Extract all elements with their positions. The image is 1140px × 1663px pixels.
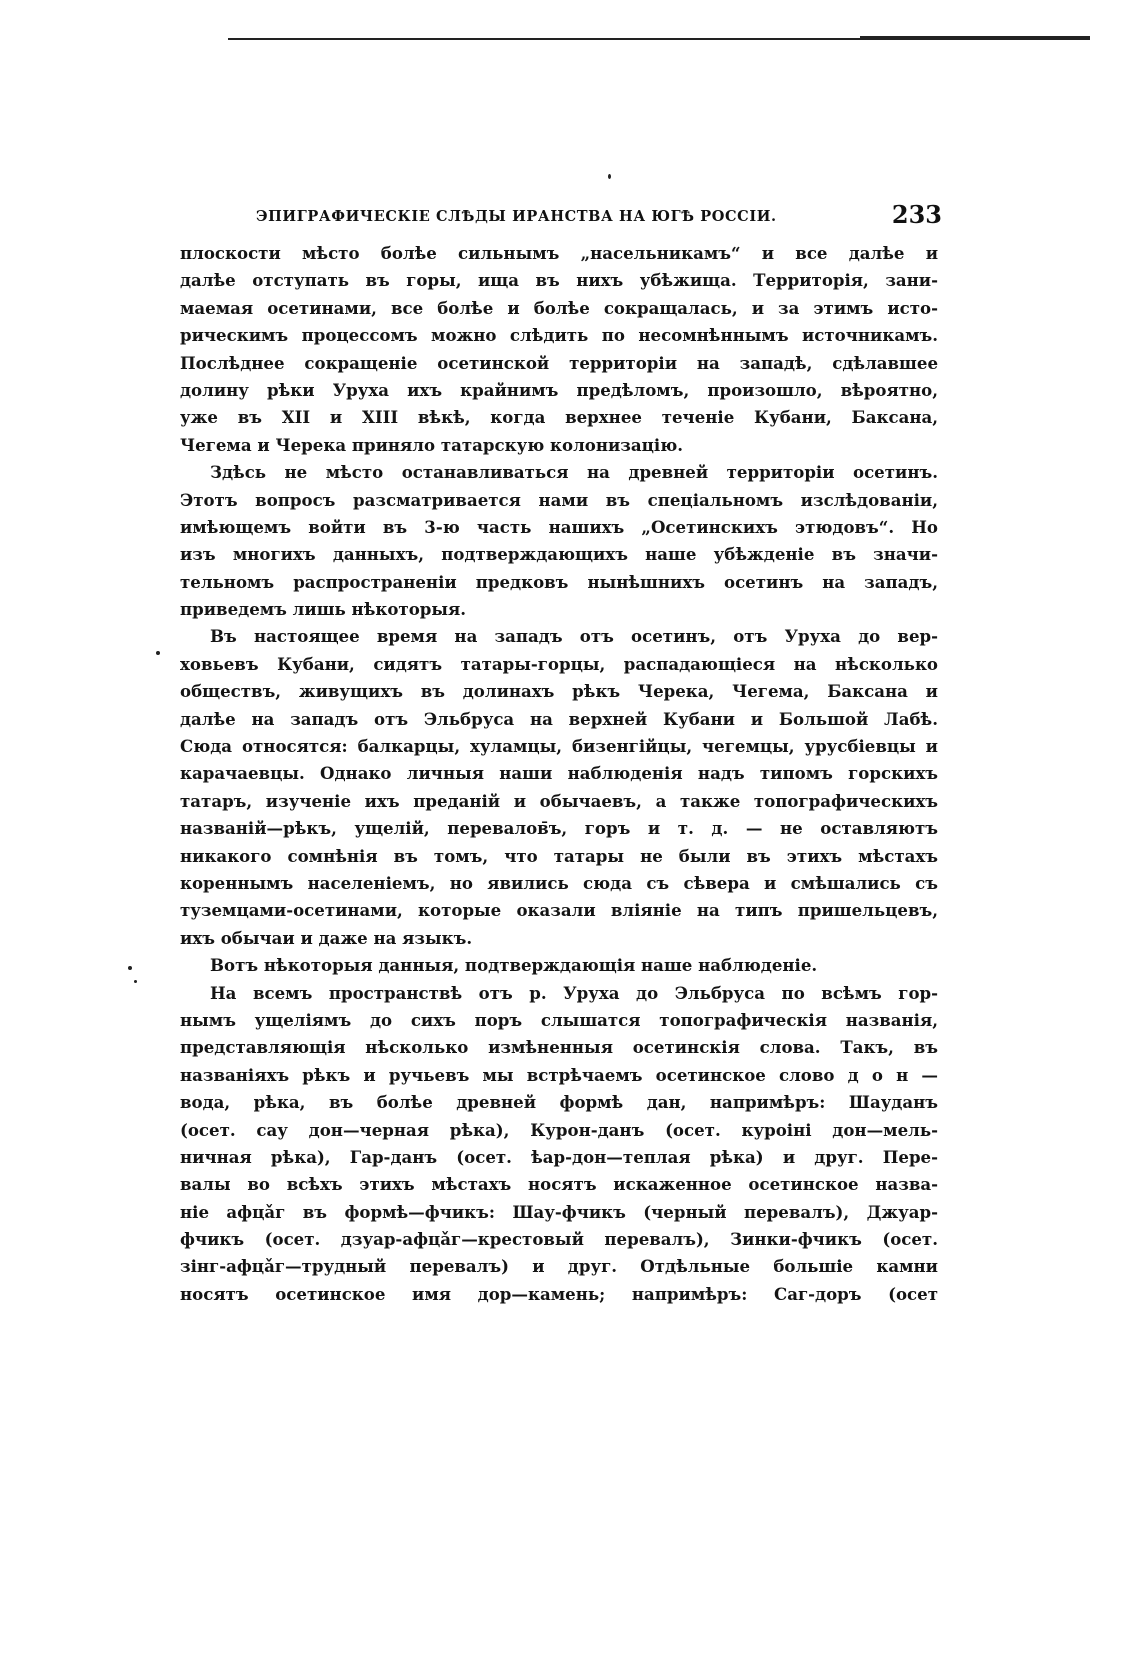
text-line: плоскости мѣсто болѣе сильнымъ „насельникамъ“ и все далѣе и	[180, 243, 938, 263]
paragraph-2	[180, 459, 938, 623]
ink-speck	[608, 174, 611, 179]
text-line: карачаевцы. Однако личныя наши наблюденія надъ типомъ горскихъ	[180, 763, 938, 784]
text-line: представляющія нѣсколько измѣненныя осетинскія слова. Такъ, въ	[180, 1037, 938, 1058]
text-line: Здѣсь не мѣсто останавливаться на древней территоріи осетинъ.	[210, 462, 938, 483]
text-line: татаръ, изученіе ихъ преданій и обычаевъ, а также топографическихъ	[180, 790, 938, 811]
text-line: никакого сомнѣнія въ томъ, что татары не были въ этихъ мѣстахъ	[180, 845, 938, 866]
text-line: далѣе отступать въ горы, ища въ нихъ убѣжища. Территорія, зани-	[180, 270, 938, 291]
top-rule-thick	[860, 36, 1090, 40]
text-line: нымъ ущеліямъ до сихъ поръ слышатся топографическія названія,	[180, 1009, 938, 1030]
text-line: далѣе на западъ отъ Эльбруса на верхней Кубани и Большой Лабѣ.	[180, 708, 938, 729]
page-header	[256, 200, 942, 230]
text-line: Въ настоящее время на западъ отъ осетинъ, отъ Уруха до вер-	[210, 626, 938, 647]
text-line: названій—рѣкъ, ущелій, перевалов̄ъ, горъ и т. д. — не оставляютъ	[180, 818, 938, 839]
ink-speck	[156, 651, 160, 655]
text-line: носятъ осетинское имя дор—камень; напримѣръ: Саг-доръ (осет	[180, 1283, 938, 1304]
text-line: уже въ XII и XIII вѣкѣ, когда верхнее теченіе Кубани, Баксана,	[180, 407, 938, 428]
paragraph-5	[180, 980, 938, 1309]
ink-speck	[134, 980, 137, 983]
text-line: имѣющемъ войти въ 3-ю часть нашихъ „Осетинскихъ этюдовъ“. Но	[180, 516, 938, 537]
text-line: ихъ обычаи и даже на языкъ.	[180, 927, 473, 948]
text-line: ничная рѣка), Гар-данъ (осет. ѣар-дон—теплая рѣка) и друг. Пере-	[180, 1146, 938, 1167]
text-line: тельномъ распространеніи предковъ нынѣшнихъ осетинъ на западъ,	[180, 571, 938, 592]
text-line: (осет. сау дон—черная рѣка), Курон-данъ (осет. куроіні дон—мель-	[180, 1119, 938, 1140]
text-line: кореннымъ населеніемъ, но явились сюда съ сѣвера и смѣшались съ	[180, 872, 938, 893]
text-line: На всемъ пространствѣ отъ р. Уруха до Эльбруса по всѣмъ гор-	[210, 982, 938, 1003]
text-line: Сюда относятся: балкарцы, хуламцы, бизенгійцы, чегемцы, урусбіевцы и	[180, 736, 938, 757]
text-line: названіяхъ рѣкъ и ручьевъ мы встрѣчаемъ осетинское слово д о н —	[180, 1064, 938, 1085]
paragraph-3	[180, 623, 938, 952]
text-line: туземцами-осетинами, которые оказали вліяніе на типъ пришельцевъ,	[180, 900, 938, 921]
text-line: валы во всѣхъ этихъ мѣстахъ носятъ искаженное осетинское назва-	[180, 1174, 938, 1195]
text-line: приведемъ лишь нѣкоторыя.	[180, 599, 467, 620]
running-title: ЭПИГРАФИЧЕСКІЕ СЛѢДЫ ИРАНСТВА НА ЮГѢ РОССІИ.	[256, 208, 777, 225]
text-line: обществъ, живущихъ въ долинахъ рѣкъ Черека, Чегема, Баксана и	[180, 681, 938, 702]
text-line: фчикъ (осет. дзуар-афцǎг—крестовый перевалъ), Зинки-фчикъ (осет.	[180, 1229, 938, 1250]
text-line: Этотъ вопросъ разсматривается нами въ спеціальномъ изслѣдованіи,	[180, 489, 938, 510]
text-line: долину рѣки Уруха ихъ крайнимъ предѣломъ, произошло, вѣроятно,	[180, 379, 938, 400]
text-line: Вотъ нѣкоторыя данныя, подтверждающія наше наблюденіе.	[210, 955, 818, 976]
text-line: зінг-афцǎг—трудный перевалъ) и друг. Отдѣльные большіе камни	[180, 1256, 938, 1277]
body-text	[180, 240, 938, 1308]
paragraph-4	[180, 952, 938, 979]
text-line: рическимъ процессомъ можно слѣдить по несомнѣннымъ источникамъ.	[180, 325, 938, 346]
paragraph-1	[180, 240, 938, 459]
page-number: 233	[891, 200, 942, 229]
text-line: ніе афцǎг въ формѣ—фчикъ: Шау-фчикъ (черный перевалъ), Джуар-	[180, 1201, 938, 1222]
text-line: вода, рѣка, въ болѣе древней формѣ дан, напримѣръ: Шауданъ	[180, 1092, 938, 1113]
text-line: изъ многихъ данныхъ, подтверждающихъ наше убѣжденіе въ значи-	[180, 544, 938, 565]
text-line: ховьевъ Кубани, сидятъ татары-горцы, распадающіеся на нѣсколько	[180, 653, 938, 674]
text-line: маемая осетинами, все болѣе и болѣе сокращалась, и за этимъ исто-	[180, 297, 938, 318]
text-line: Чегема и Черека приняло татарскую колонизацію.	[180, 434, 683, 455]
ink-speck	[128, 966, 132, 970]
text-line: Послѣднее сокращеніе осетинской территоріи на западѣ, сдѣлавшее	[180, 352, 938, 373]
